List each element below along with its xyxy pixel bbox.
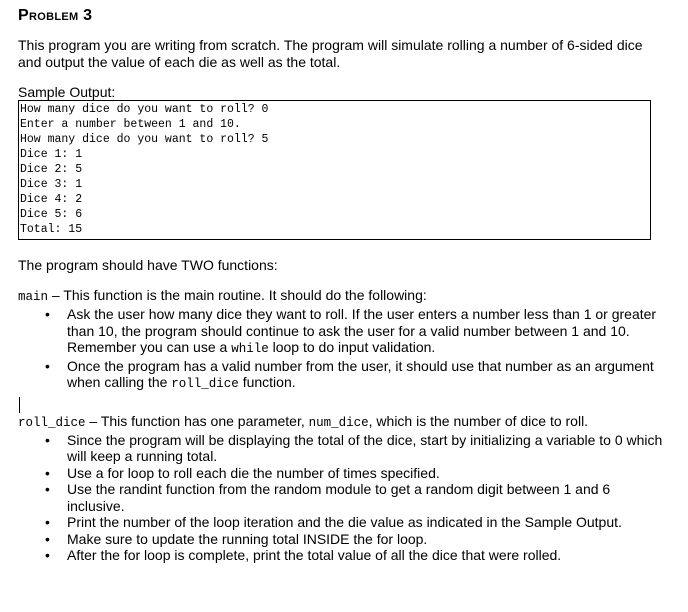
sample-output-line: Total: 15 <box>20 223 83 236</box>
main-function-bullets <box>18 306 668 393</box>
list-item: • Use the randint function from the random module to get a random digit between 1 and 6 inclusive. <box>45 481 611 514</box>
roll-dice-function-bullets <box>18 432 668 564</box>
sample-output-line: Dice 5: 6 <box>20 208 83 221</box>
list-item: • After the for loop is complete, print the total value of all the dice that were rolled. <box>45 547 562 563</box>
roll-dice-function-heading: roll_dice – This function has one parameter, num_dice, which is the number of dice to roll. <box>18 412 589 430</box>
roll-dice-function-name: roll_dice <box>18 415 86 430</box>
sample-output-line: Dice 2: 5 <box>20 163 83 176</box>
sample-output-line: Dice 4: 2 <box>20 193 83 206</box>
bullet-icon: • <box>45 306 50 322</box>
bullet-icon: • <box>45 514 50 530</box>
bullet-icon: • <box>45 530 50 547</box>
bullet-icon: • <box>45 464 50 481</box>
sample-output-line: How many dice do you want to roll? 0 <box>20 103 269 116</box>
inline-code: num_dice <box>308 415 369 430</box>
sample-output-line: Dice 1: 1 <box>20 148 83 161</box>
list-item: • Ask the user how many dice they want to roll. If the user enters a number less than 1 or greater than 10, the program should continue to ask the user for a valid number between 1 and 10. Remember you can use a while loop to do input validation. <box>45 306 657 356</box>
text-cursor <box>19 397 20 413</box>
bullet-icon: • <box>45 547 50 563</box>
main-function-heading <box>18 287 668 306</box>
inline-code: roll_dice <box>171 377 239 391</box>
problem-title: Problem 3 <box>18 7 93 24</box>
document-page <box>18 6 668 564</box>
sample-output-line: How many dice do you want to roll? 5 <box>20 133 269 146</box>
list-item: • Use a for loop to roll each die the number of times specified. <box>45 464 440 481</box>
list-item: • Make sure to update the running total INSIDE the for loop. <box>45 530 428 547</box>
functions-intro: The program should have TWO functions: <box>18 257 278 273</box>
sample-output-box <box>18 100 651 240</box>
sample-output-line: Dice 3: 1 <box>20 178 83 191</box>
bullet-icon: • <box>45 431 50 448</box>
sample-output-line: Enter a number between 1 and 10. <box>20 118 241 131</box>
list-item: • Once the program has a valid number from the user, it should use that number as an argument when calling the roll_dice function. <box>45 357 654 391</box>
inline-code: while <box>231 342 269 356</box>
list-item: • Since the program will be displaying the total of the dice, start by initializing a variable to 0 which will keep a running total. <box>45 431 663 464</box>
main-function-name: main <box>18 290 49 304</box>
bullet-icon: • <box>45 357 50 374</box>
sample-output-label: Sample Output: <box>18 84 116 100</box>
bullet-icon: • <box>45 481 50 497</box>
main-function-desc: – This function is the main routine. It should do the following: <box>48 287 427 303</box>
intro-paragraph: This program you are writing from scratch. The program will simulate rolling a number of 6-sided dice and output the value of each die as well as the total. <box>18 37 643 70</box>
list-item: • Print the number of the loop iteration and the die value as indicated in the Sample Output. <box>45 514 622 530</box>
